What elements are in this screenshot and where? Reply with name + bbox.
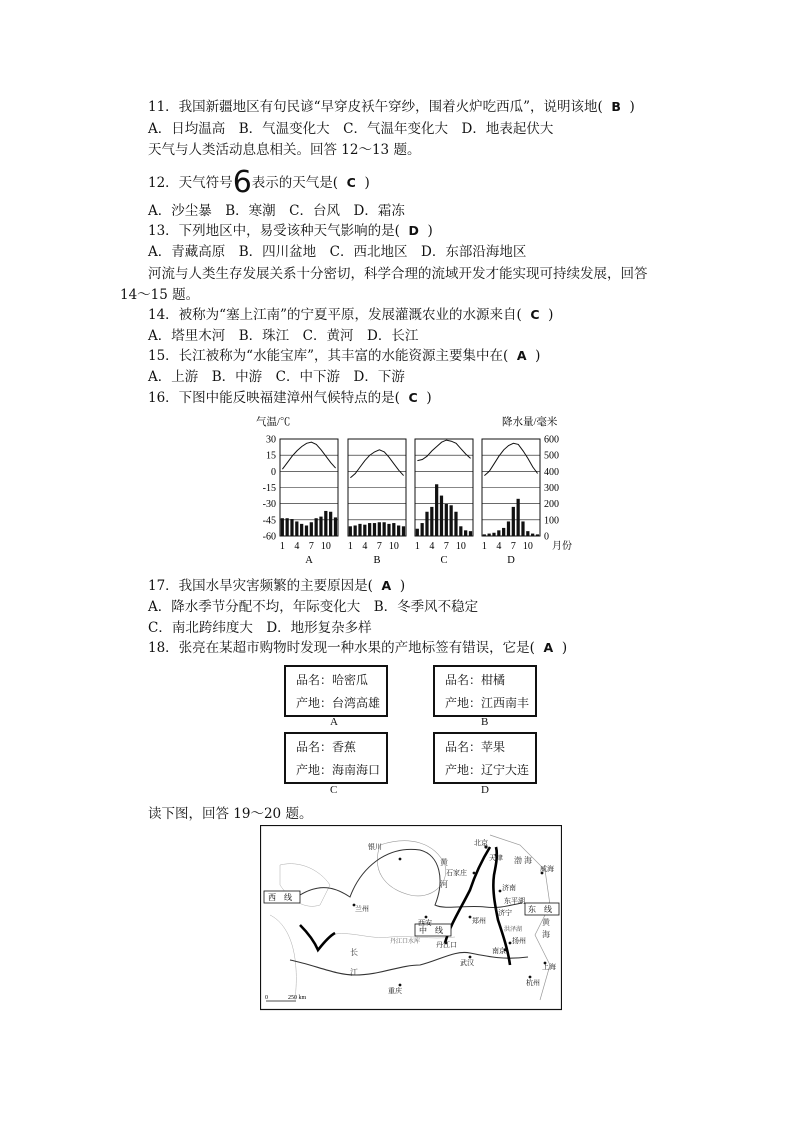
q17-options-1: A．降水季节分配不均，年际变化大 B．冬季风不稳定 xyxy=(148,599,479,615)
city-nanjing: 南京 xyxy=(492,947,506,955)
month-tick: 7 xyxy=(308,541,314,552)
precipitation-bar xyxy=(300,524,303,536)
precipitation-bar xyxy=(281,518,284,536)
month-tick: 10 xyxy=(522,541,533,552)
panel-letter: D xyxy=(507,555,515,566)
map-label-yellow-sea-1: 黄 xyxy=(542,918,550,927)
city-shanghai: 上海 xyxy=(542,963,556,971)
east-route-label: 东 线 xyxy=(528,905,552,914)
precipitation-bar xyxy=(502,528,505,536)
climate-panel-b xyxy=(348,439,406,566)
fruit-label-b: 品名：柑橘 产地：江西南丰 xyxy=(433,665,537,717)
month-tick: 4 xyxy=(362,541,368,552)
fruit-label-c-letter: C xyxy=(330,784,338,796)
city-yinchuan: 银川 xyxy=(368,843,382,851)
city-zhengzhou: 郑州 xyxy=(472,917,486,925)
fruit-label-b-letter: B xyxy=(481,716,489,728)
fruit-label-c: 品名：香蕉 产地：海南海口 xyxy=(284,732,388,784)
month-tick: 10 xyxy=(388,541,399,552)
q15-options: A．上游 B．中游 C．中下游 D．下游 xyxy=(148,369,405,385)
precipitation-bar xyxy=(329,512,332,536)
scale-zero: 0 xyxy=(265,995,268,1001)
scale-distance: 250 km xyxy=(288,995,307,1001)
temperature-curve xyxy=(417,440,470,461)
precipitation-bar xyxy=(354,525,357,536)
q17-options-2: C．南北跨纬度大 D．地形复杂多样 xyxy=(148,620,372,636)
city-hangzhou: 杭州 xyxy=(526,979,540,987)
intro-14-15-line2: 14～15 题。 xyxy=(120,287,200,303)
city-jining: 济宁 xyxy=(498,909,512,917)
temperature-tick: 15 xyxy=(266,450,276,462)
q11-answer: B xyxy=(611,99,621,114)
precipitation-bar xyxy=(290,519,293,536)
precipitation-bar xyxy=(383,522,386,536)
precipitation-bar xyxy=(517,499,520,536)
precipitation-tick: 600 xyxy=(544,434,559,446)
month-tick: 1 xyxy=(481,541,487,552)
precipitation-tick: 400 xyxy=(544,466,559,478)
climate-panel-a xyxy=(280,439,338,566)
precipitation-bar xyxy=(454,512,457,536)
month-tick: 1 xyxy=(414,541,420,552)
city-beijing: 北京 xyxy=(474,839,488,847)
temperature-tick: 0 xyxy=(271,466,276,478)
temperature-tick: -45 xyxy=(262,515,276,527)
panel-letter: C xyxy=(440,555,448,566)
city-xian: 西安 xyxy=(418,919,432,927)
temperature-tick: -60 xyxy=(262,531,276,543)
panel-letter: B xyxy=(373,555,381,566)
q14-options: A．塔里木河 B．珠江 C．黄河 D．长江 xyxy=(148,328,419,344)
fruit-label-a-letter: A xyxy=(330,716,338,728)
q13-options: A．青藏高原 B．四川盆地 C．西北地区 D．东部沿海地区 xyxy=(148,244,527,260)
q11-stem: 11．我国新疆地区有句民谚“早穿皮袄午穿纱，围着火炉吃西瓜”，说明该地( B ) xyxy=(148,99,635,115)
temperature-axis-label: 气温/℃ xyxy=(256,417,291,428)
intro-19-20: 读下图，回答 19～20 题。 xyxy=(148,806,313,822)
temperature-curve xyxy=(282,442,335,469)
temperature-tick: 30 xyxy=(266,434,276,446)
city-lanzhou: 兰州 xyxy=(355,905,369,913)
intro-14-15-line1: 河流与人类生存发展关系十分密切，科学合理的流域开发才能实现可持续发展，回答 xyxy=(148,266,648,282)
city-yangzhou: 扬州 xyxy=(512,937,526,945)
city-shijiazhuang: 石家庄 xyxy=(446,869,467,877)
month-axis-unit: 月份 xyxy=(552,541,572,552)
q15-answer: A xyxy=(516,348,527,363)
precipitation-bar xyxy=(488,534,491,536)
precipitation-bar xyxy=(531,534,534,536)
precipitation-bar xyxy=(378,522,381,536)
precipitation-bar xyxy=(497,530,500,536)
west-route-label: 西 线 xyxy=(268,893,292,902)
precipitation-bar xyxy=(435,484,438,536)
q12-answer: C xyxy=(346,175,356,190)
map-label-yellow-sea-2: 海 xyxy=(542,930,550,939)
month-tick: 7 xyxy=(510,541,516,552)
month-tick: 7 xyxy=(443,541,449,552)
map-label-river-2: 江 xyxy=(350,968,358,977)
precipitation-bar xyxy=(286,518,289,536)
month-tick: 10 xyxy=(455,541,466,552)
precipitation-bar xyxy=(392,523,395,536)
month-tick: 1 xyxy=(347,541,353,552)
precipitation-bar xyxy=(421,523,424,536)
middle-route-label: 中 线 xyxy=(419,926,443,935)
precipitation-bar xyxy=(459,526,462,536)
precipitation-bar xyxy=(397,525,400,536)
q14-answer: C xyxy=(530,307,540,322)
precipitation-axis-label: 降水量/毫米 xyxy=(502,417,558,428)
precipitation-bar xyxy=(445,504,448,536)
precipitation-bar xyxy=(373,523,376,536)
precipitation-tick: 500 xyxy=(544,450,559,462)
month-tick: 7 xyxy=(376,541,382,552)
q18-answer: A xyxy=(543,640,554,655)
city-chongqing: 重庆 xyxy=(388,987,402,995)
precipitation-tick: 0 xyxy=(544,531,549,543)
precipitation-bar xyxy=(430,507,433,536)
city-weihai: 威海 xyxy=(540,865,554,873)
fruit-label-a: 品名：哈密瓜 产地：台湾高雄 xyxy=(284,665,388,717)
precipitation-bar xyxy=(492,533,495,536)
water-diversion-map xyxy=(260,825,562,1011)
precipitation-tick: 100 xyxy=(544,515,559,527)
temperature-tick: -15 xyxy=(262,483,276,494)
precipitation-bar xyxy=(310,522,313,536)
precipitation-bar xyxy=(507,521,510,536)
q16-answer: C xyxy=(408,390,418,405)
temperature-curve xyxy=(484,443,537,475)
place-dongpinghu: 东平湖 xyxy=(504,897,525,905)
q17-answer: A xyxy=(381,578,392,593)
precipitation-bar xyxy=(464,530,467,536)
precipitation-bar xyxy=(416,529,419,536)
precipitation-bar xyxy=(295,521,298,536)
precipitation-bar xyxy=(440,496,443,536)
city-tianjin: 天津 xyxy=(489,854,503,862)
q12-stem: 12．天气符号6表示的天气是( C ) xyxy=(148,165,370,200)
map-label-yangtze-1: 长 xyxy=(350,948,358,957)
month-tick: 4 xyxy=(496,541,502,552)
precipitation-bar xyxy=(536,534,539,536)
precipitation-bar xyxy=(469,531,472,536)
precipitation-bar xyxy=(483,534,486,536)
precipitation-bar xyxy=(349,526,352,536)
map-label-bohai-2: 海 xyxy=(524,856,532,865)
city-jinan: 济南 xyxy=(502,884,516,892)
month-tick: 4 xyxy=(294,541,300,552)
precipitation-bar xyxy=(425,512,428,536)
temperature-tick: -30 xyxy=(262,499,276,511)
month-tick: 4 xyxy=(429,541,435,552)
map-label-danjiangkou-reservoir: 丹江口水库 xyxy=(390,939,421,945)
city-danjiangkou: 丹江口 xyxy=(436,941,457,949)
q15-stem: 15．长江被称为“水能宝库”，其丰富的水能资源主要集中在( A ) xyxy=(148,348,541,364)
intro-12-13: 天气与人类活动息息相关。回答 12～13 题。 xyxy=(148,142,421,158)
climate-panel-d xyxy=(482,439,540,566)
map-label-bohai-1: 渤 xyxy=(514,856,522,865)
city-wuhan: 武汉 xyxy=(460,959,474,967)
precipitation-bar xyxy=(305,525,308,536)
panel-letter: A xyxy=(305,555,313,566)
q18-stem: 18．张亮在某超市购物时发现一种水果的产地标签有错误，它是( A ) xyxy=(148,640,568,656)
precipitation-bar xyxy=(363,525,366,536)
climate-panel-c xyxy=(415,439,473,566)
precipitation-bar xyxy=(319,517,322,536)
fruit-label-d-letter: D xyxy=(481,784,489,796)
q12-options: A．沙尘暴 B．寒潮 C．台风 D．霜冻 xyxy=(148,203,405,219)
precipitation-bar xyxy=(526,531,529,536)
month-tick: 1 xyxy=(279,541,285,552)
precipitation-bar xyxy=(324,511,327,536)
precipitation-bar xyxy=(450,505,453,536)
temperature-curve xyxy=(350,450,403,478)
precipitation-bar xyxy=(315,518,318,536)
q11-options: A．日均温高 B．气温变化大 C．气温年变化大 D．地表起伏大 xyxy=(148,121,554,137)
month-tick: 10 xyxy=(320,541,331,552)
map-label-yellow-1: 黄 xyxy=(440,858,448,867)
q16-stem: 16．下图中能反映福建漳州气候特点的是( C ) xyxy=(148,390,432,406)
map-label-river-1: 河 xyxy=(440,880,448,889)
map-label-hongzehu: 洪泽湖 xyxy=(504,927,523,933)
precipitation-bar xyxy=(521,521,524,536)
precipitation-bar xyxy=(387,524,390,536)
precipitation-tick: 200 xyxy=(544,499,559,511)
precipitation-bar xyxy=(402,526,405,536)
q14-stem: 14．被称为“塞上江南”的宁夏平原，发展灌溉农业的水源来自( C ) xyxy=(148,307,554,323)
fruit-label-d: 品名：苹果 产地：辽宁大连 xyxy=(433,732,537,784)
q17-stem: 17．我国水旱灾害频繁的主要原因是( A ) xyxy=(148,578,406,594)
precipitation-bar xyxy=(512,507,515,536)
q13-stem: 13．下列地区中，易受该种天气影响的是( D ) xyxy=(148,223,433,239)
precipitation-bar xyxy=(334,517,337,536)
climate-chart xyxy=(256,413,576,570)
q13-answer: D xyxy=(408,223,419,238)
precipitation-bar xyxy=(358,524,361,536)
precipitation-bar xyxy=(368,523,371,536)
weather-symbol: 6 xyxy=(232,165,252,200)
precipitation-tick: 300 xyxy=(544,483,559,494)
